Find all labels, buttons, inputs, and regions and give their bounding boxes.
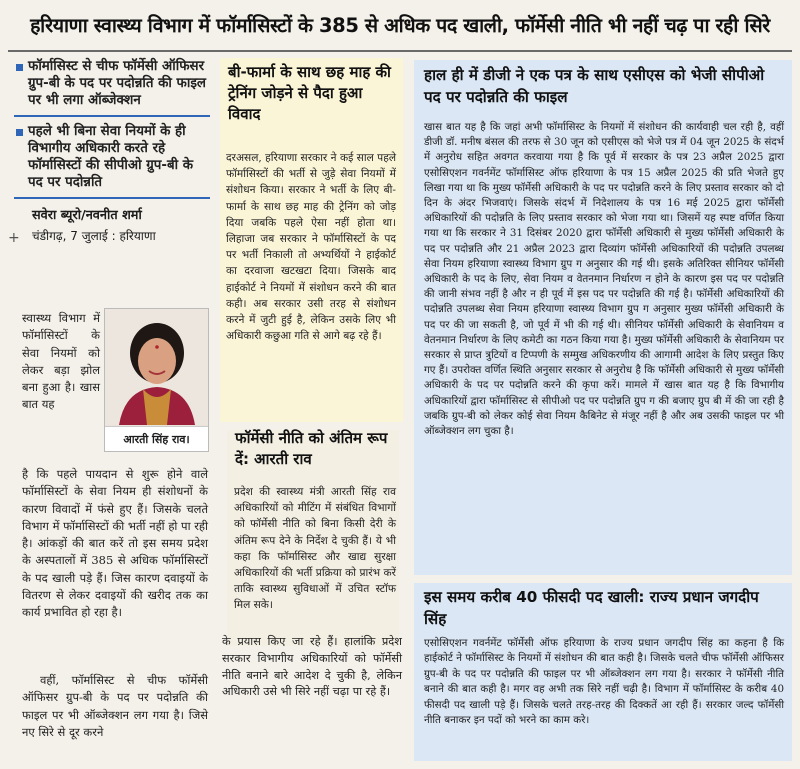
section-text: खास बात यह है कि जहां अभी फॉर्मासिस्ट के नियमों में संशोधन की कार्यवाही चल रही है, वहीं डीजी डॉ. मनीष बंसल की तरफ से 30 जून को एसीएस को भेजे पत्र में 04 जून 2025 के संदर्भ में अनुरोध सहित अवगत करवाया गया है कि पूर्व में सरकार के पत्र 23 अप्रैल 2025 द्वारा एसोसिएशन गवर्नमेंट फॉर्मासिस्ट ऑफ हरियाणा के पत्र 15 अप्रैल 2025 की प्रति भेजते हुए लिखा गया था कि मुख्य फॉर्मेसी अधिकारी के पद पर पदोन्नति करने के लिए प्रस्ताव सरकार को दो दिन के अंदर भिजवाएं। जिसके संदर्भ में निदेशालय के पत्र 16 मई 2025 द्वारा फॉर्मेसी अधिकारियों की पदोन्नति के लिए प्रस्ताव सरकार को भेजा गया था। जिसमें यह स्पष्ट वर्णित किया गया था कि सरकार ने 31 दिसंबर 2020 द्वारा फॉर्मेसी अधिकारी से मुख्य फॉर्मेसी अधिकारी के पद पर पदोन्नति और 21 अप्रैल 2023 द्वारा दिव्यांग फॉर्मेसी अधिकारियों की पदोन्नति उपलब्ध सेवा नियम हरियाणा स्वास्थ्य विभाग ग्रुप ग अनुसार की गई थी। इसके अतिरिक्त सीनियर फॉर्मेसी अधिकारी के पद के लिए, सेवा नियम व वेतनमान निर्धारण न होने के कारण इस पद पर पदोन्नति की जानी संभव नहीं है और न ही पूर्व में इस पद पर पदोन्नति की गई है। फॉर्मेसी अधिकारियों की पदोन्नति उपलब्ध सेवा नियम हरियाणा स्वास्थ्य विभाग ग्रुप ग अनुसार मुख्य फॉर्मेसी अधिकारी के पद पर की जा सकती है, जो पूर्व में भी की गई थी। सीनियर फॉर्मेसी अधिकारी के सेवानियम व वेतनमान निर्धारण के लिए कमेटी का गठन किया गया है। मुख्य फॉर्मेसी अधिकारी के सेवानियम पर सरकार से प्राप्त त्रुटियों व टिप्पणी के सम्मुख अधिकरणीय की आगामी आदेश के लिए प्रस्तुत किए गए हैं। उपरोक्त वर्णित स्थिति अनुसार सरकार से अनुरोध है कि फॉर्मेसी अधिकारी से मुख्य फॉर्मेसी अधिकारी के पद पर पदोन्नति करने की कृपा करें। मामले में खास बात यह है कि विभागीय अधिकारियों द्वारा फॉर्मासिस्ट से सीपीओ पद पर पदोन्नति ग्रुप ग की बजाए ग्रुप बी में की जा रही है जबकि ग्रुप-बी को लेकर कोई सेवा नियम कैबिनेट से मंजूर नहीं है और अब उसकी फाइल पर भी ऑब्जेक्शन लग चुका है।	[424, 121, 784, 438]
headline: हरियाणा स्वास्थ्य विभाग में फॉर्मासिस्टों के 385 से अधिक पद खाली, फॉर्मेसी नीति भी नहीं चढ़ पा रही सिरे	[30, 13, 770, 37]
photo-caption: आरती सिंह राव।	[105, 426, 208, 451]
section-text: दरअसल, हरियाणा सरकार ने कई साल पहले फॉर्मासिस्टों की भर्ती से जुड़े सेवा नियमों में संशोधन किया। सरकार ने भर्ती के लिए बी-फार्मा के साथ छह माह की ट्रेनिंग को जोड़ दिया जबकि पहले ऐसा नहीं होता था। लिहाजा जब सरकार ने फॉर्मासिस्टों के पद पर भर्ती निकाली तो अभ्यर्थियों ने हाईकोर्ट का दरवाजा खटखटा दिया। जिसके बाद हाईकोर्ट ने नियमों में संशोधन करने की बात कही। अब सरकार उसी तरह से संशोधन करने में जुटी हुई है, लेकिन उसके लिए भी अधिकारी कछुआ गति से आगे बढ़ रहे हैं।	[226, 152, 396, 343]
sub-heading: फॉर्मेसी नीति को अंतिम रूप दें: आरती राव	[235, 429, 388, 468]
section-heading: हाल ही में डीजी ने एक पत्र के साथ एसीएस को भेजी सीपीओ पद पर पदोन्नति की फाइल	[424, 66, 765, 106]
section-heading: इस समय करीब 40 फीसदी पद खाली: राज्य प्रधान जगदीप सिंह	[424, 588, 759, 628]
portrait-illustration	[105, 309, 208, 425]
highlights-block	[14, 58, 210, 244]
headline-rule	[8, 50, 792, 52]
article-text: के प्रयास किए जा रहे हैं। हालांकि प्रदेश सरकार विभागीय अधिकारियों को फॉर्मेसी नीति बनाने बारे आदेश दे चुकी है, लेकिन अधिकारी उसे भी सिरे नहीं चढ़ा पा रहे हैं।	[222, 635, 402, 699]
highlight-text: फॉर्मासिस्ट से चीफ फॉर्मेसी ऑफिसर ग्रुप-बी के पद पर पदोन्नति की फाइल पर भी लगा ऑब्जेक्शन	[28, 59, 206, 108]
highlight-text: पहले भी बिना सेवा नियमों के ही विभागीय अधिकारी करते रहे फॉर्मासिस्टों की सीपीओ ग्रुप-बी के पद पर पदोन्नति	[28, 124, 194, 190]
highlight-item	[14, 58, 210, 109]
section-heading: बी-फार्मा के साथ छह माह की ट्रेनिंग जोड़ने से पैदा हुआ विवाद	[228, 63, 391, 123]
bullet-square-icon	[16, 129, 23, 136]
dateline: चंडीगढ़, 7 जुलाई : हरियाणा	[32, 229, 156, 243]
byline: सवेरा ब्यूरो/नवनीत शर्मा	[32, 208, 142, 223]
portrait-image	[105, 309, 208, 425]
highlight-divider	[14, 197, 210, 199]
article-wrap-text: स्वास्थ्य विभाग में फॉर्मासिस्टों के सेवा नियमों को लेकर बड़ा झोल बना हुआ है। खास बात यह	[22, 311, 100, 412]
minister-photo	[104, 308, 209, 452]
sub-text: प्रदेश की स्वास्थ्य मंत्री आरती सिंह राव अधिकारियों को मीटिंग में संबंधित विभागों को फॉर्मेसी नीति को बिना किसी देरी के अंतिम रूप देने के निर्देश दे चुकी हैं। ये भी कहा कि फॉर्मासिस्ट और खाद्य सुरक्षा अधिकारियों की भर्ती प्रक्रिया को प्रारंभ करें ताकि स्वास्थ्य सुविधाओं में उचित स्टॉफ मिल सके।	[234, 486, 396, 612]
section-text: एसोसिएशन गवर्नमेंट फॉर्मेसी ऑफ हरियाणा के राज्य प्रधान जगदीप सिंह का कहना है कि हाईकोर्ट ने फॉर्मासिस्ट के नियमों में संशोधन की बात कही है। जिसके चलते चीफ फॉर्मेसी ऑफिसर ग्रुप-बी के पद पर पदोन्नति की फाइल पर भी ऑब्जेक्शन लग गया है। सरकार ने फॉर्मेसी नीति बनाने की बात कही है। मगर वह अभी तक सिरे नहीं चढ़ी है। विभाग में फॉर्मासिस्ट के करीब 40 फीसदी पद खाली पड़े हैं। जिसके चलते तरह-तरह की दिक्कतें आ रही हैं। सरकार जल्द फॉर्मेसी नीति बनाकर इन पदों को भरने का काम करे।	[424, 637, 784, 727]
plus-mark-icon: +	[8, 230, 20, 246]
article-text: है कि पहले पायदान से शुरू होने वाले फॉर्मासिस्टों के सेवा नियम ही संशोधनों के कारण विवादों में फंसे हुए हैं। जिसके चलते विभाग में फॉर्मासिस्टों की भर्ती नहीं हो पा रही है। आंकड़ों की बात करें तो इस समय प्रदेश के अस्पतालों में 385 से अधिक फॉर्मासिस्टों के पद खाली पड़े हैं। जिस कारण दवाइयों के वितरण से लेकर दवाइयों की खरीद तक का कार्य प्रभावित हो रहा है।	[22, 467, 209, 620]
highlight-item	[14, 123, 210, 191]
article-text: वहीं, फॉर्मासिस्ट से चीफ फॉर्मेसी ऑफिसर ग्रुप-बी के पद पर पदोन्नति की फाइल पर भी ऑब्जेक्शन लग गया है। जिसे नए सिरे से दूर करने	[22, 673, 208, 739]
bullet-square-icon	[16, 64, 23, 71]
highlight-divider	[14, 115, 210, 117]
